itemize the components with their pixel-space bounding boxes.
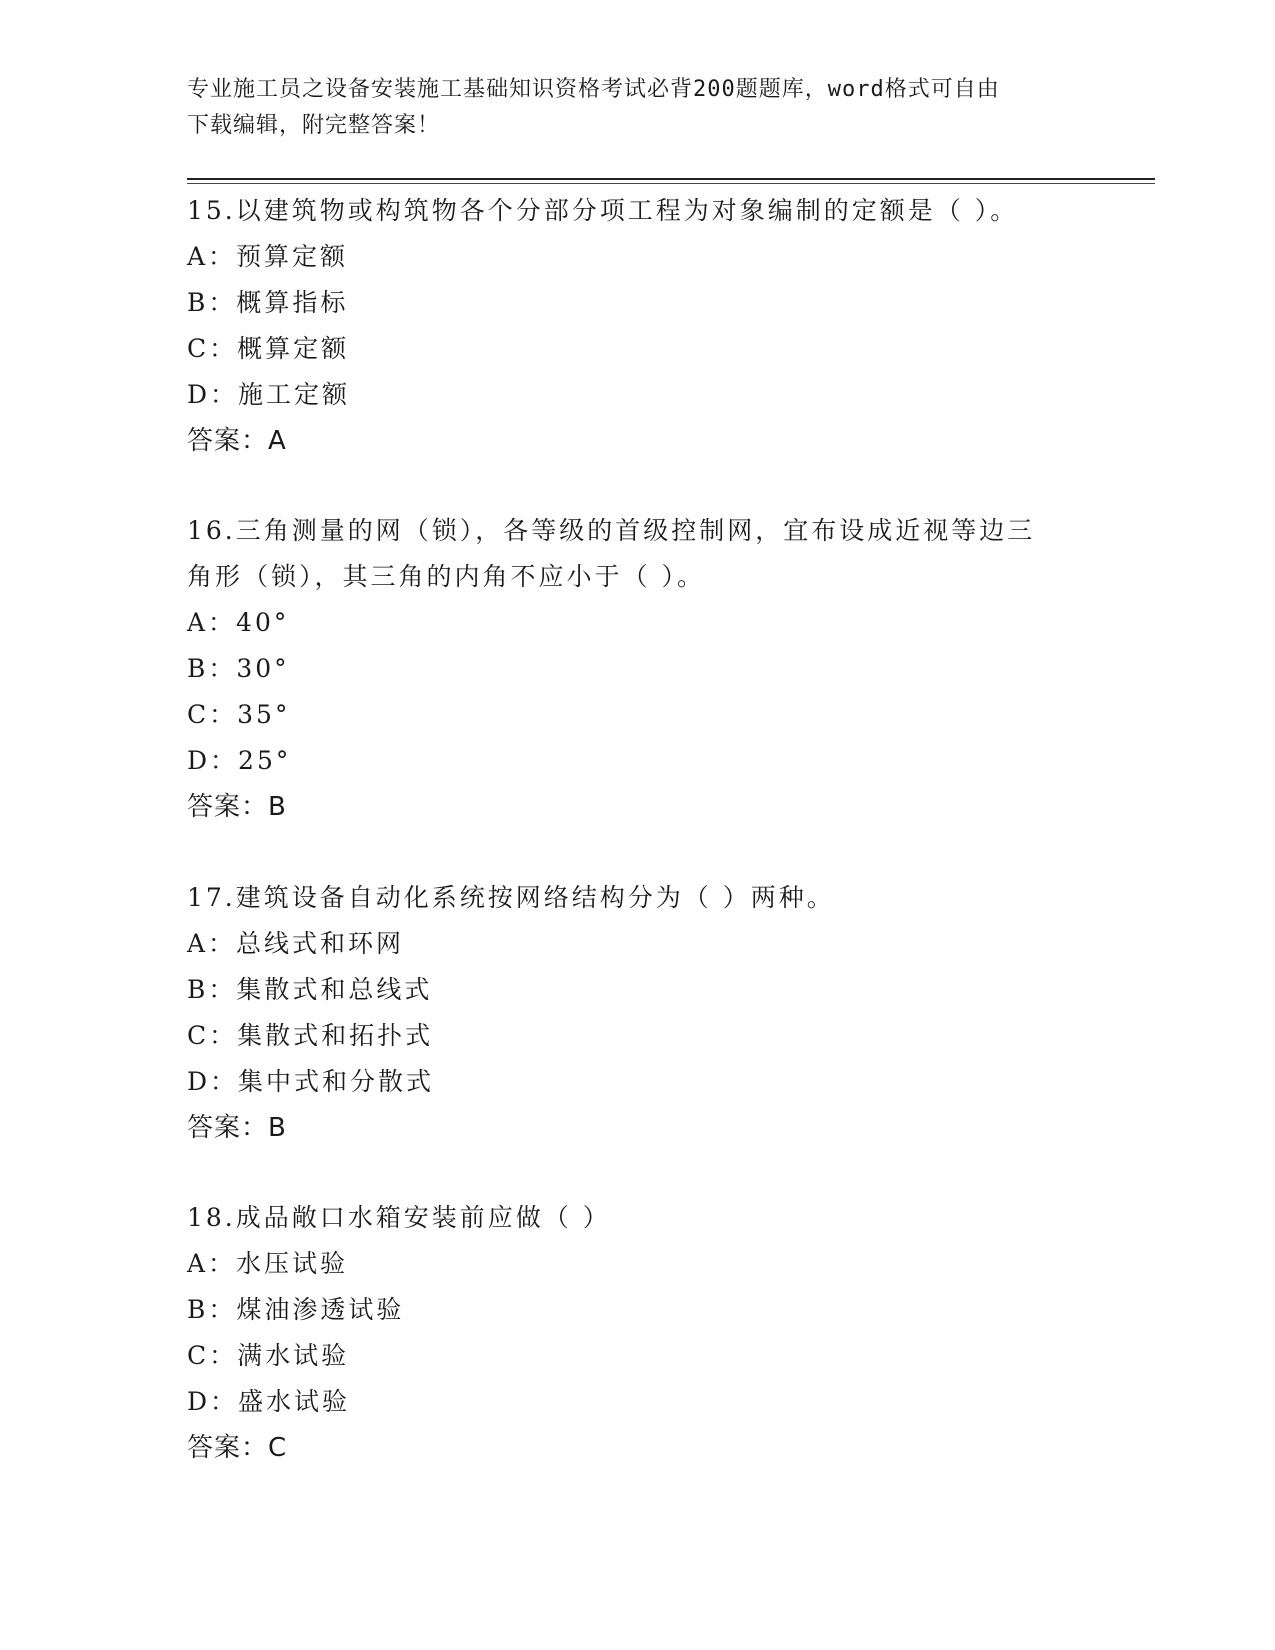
option-c: C：35° [187,700,291,729]
document-header [187,72,1067,144]
option-b: B：集散式和总线式 [187,975,433,1004]
question-block [187,188,1087,464]
header-line-1: 专业施工员之设备安装施工基础知识资格考试必背200题题库，word格式可自由 [187,77,1000,102]
question-stem-line-2: 角形（锁），其三角的内角不应小于（ ）。 [187,562,705,591]
question-stem-line-1: 16.三角测量的网（锁），各等级的首级控制网，宜布设成近视等边三 [187,516,1036,545]
question-stem: 17.建筑设备自动化系统按网络结构分为（ ）两种。 [187,883,835,912]
option-c: C：集散式和拓扑式 [187,1021,434,1050]
question-stem: 18.成品敞口水箱安装前应做（ ） [187,1203,611,1232]
question-block [187,1195,1087,1471]
answer-line: 答案：A [187,426,287,456]
answer-line: 答案：C [187,1433,288,1463]
question-block [187,875,1087,1151]
answer-line: 答案：B [187,792,287,822]
option-d: D：集中式和分散式 [187,1067,435,1096]
option-d: D：25° [187,746,292,775]
option-b: B：概算指标 [187,288,349,317]
header-divider-thin [187,183,1155,184]
answer-line: 答案：B [187,1113,287,1143]
option-a: A：总线式和环网 [187,929,405,958]
option-c: C：概算定额 [187,334,350,363]
header-line-2: 下载编辑，附完整答案！ [187,113,441,138]
option-d: D：盛水试验 [187,1387,351,1416]
option-c: C：满水试验 [187,1341,350,1370]
question-stem: 15.以建筑物或构筑物各个分部分项工程为对象编制的定额是（ ）。 [187,196,1019,225]
header-divider-thick [187,178,1155,180]
option-a: A：预算定额 [187,242,349,271]
option-d: D：施工定额 [187,380,351,409]
option-a: A：水压试验 [187,1249,349,1278]
option-b: B：煤油渗透试验 [187,1295,405,1324]
option-a: A：40° [187,608,290,637]
option-b: B：30° [187,654,290,683]
question-block [187,508,1087,830]
